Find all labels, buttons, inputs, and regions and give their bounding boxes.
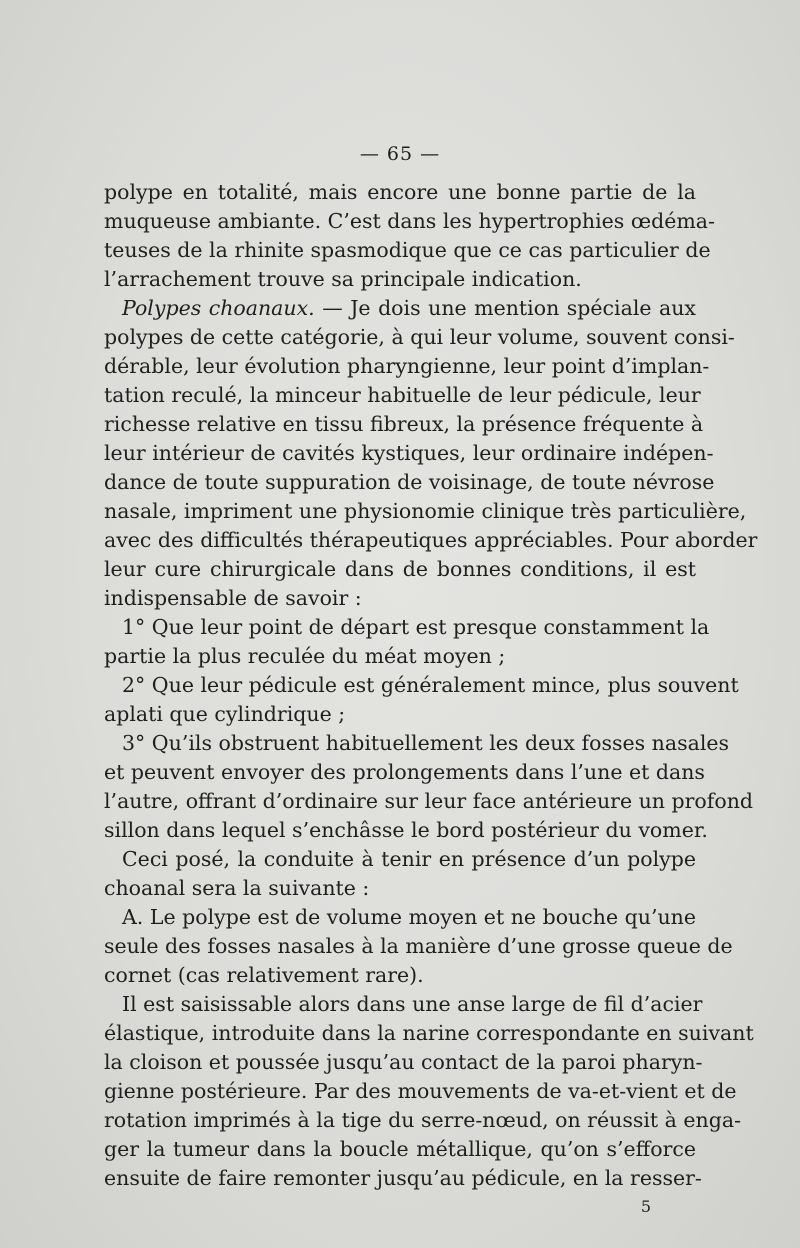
text-line: seule des fosses nasales à la manière d’une grosse queue de <box>104 934 733 958</box>
italic-heading: Polypes choanaux. <box>122 296 315 320</box>
text-line: sillon dans lequel s’enchâsse le bord postérieur du vomer. <box>104 818 708 842</box>
text-line <box>104 294 696 323</box>
text-line: nasale, impriment une physionomie clinique très particulière, <box>104 499 747 523</box>
body-text <box>104 178 758 1193</box>
page-number: — 65 — <box>359 143 441 165</box>
text-line: élastique, introduite dans la narine correspondante en suivant <box>104 1021 754 1045</box>
signature-mark: 5 <box>640 1197 651 1216</box>
text-line: cornet (cas relativement rare). <box>104 963 424 987</box>
text-line: dance de toute suppuration de voisinage, de toute névrose <box>104 470 715 494</box>
text-line: la cloison et poussée jusqu’au contact de la paroi pharyn- <box>104 1050 703 1074</box>
text-line: leur intérieur de cavités kystiques, leur ordinaire indépen- <box>104 441 714 465</box>
text-line: rotation imprimés à la tige du serre-nœud, on réussit à enga- <box>104 1108 742 1132</box>
text-line: avec des difficultés thérapeutiques appréciables. Pour aborder <box>104 528 758 552</box>
text-line: et peuvent envoyer des prolongements dans l’une et dans <box>104 760 705 784</box>
text-line: 1° Que leur point de départ est presque constamment la <box>122 615 710 639</box>
text-line: muqueuse ambiante. C’est dans les hypertrophies œdéma- <box>104 209 715 233</box>
text-line: Il est saisissable alors dans une anse large de fil d’acier <box>122 992 703 1016</box>
text-line: leur cure chirurgicale dans de bonnes conditions, il est <box>104 557 696 581</box>
line-text: — Je dois une mention spéciale aux <box>314 296 696 320</box>
text-line: 2° Que leur pédicule est généralement mince, plus souvent <box>122 673 739 697</box>
text-line: richesse relative en tissu fibreux, la présence fréquente à <box>104 412 704 436</box>
text-line: partie la plus reculée du méat moyen ; <box>104 644 506 668</box>
text-line: gienne postérieure. Par des mouvements de va-et-vient et de <box>104 1079 737 1103</box>
text-line: ger la tumeur dans la boucle métallique, qu’on s’efforce <box>104 1137 696 1161</box>
text-line: polype en totalité, mais encore une bonne partie de la <box>104 180 696 204</box>
text-line: 3° Qu’ils obstruent habituellement les deux fosses nasales <box>122 731 730 755</box>
text-line: ensuite de faire remonter jusqu’au pédicule, en la resser- <box>104 1166 702 1190</box>
text-line: polypes de cette catégorie, à qui leur volume, souvent consi- <box>104 325 735 349</box>
text-line: choanal sera la suivante : <box>104 876 370 900</box>
text-line: l’autre, offrant d’ordinaire sur leur face antérieure un profond <box>104 789 754 813</box>
text-line: teuses de la rhinite spasmodique que ce cas particulier de <box>104 238 711 262</box>
text-line: Ceci posé, la conduite à tenir en présence d’un polype <box>122 847 696 871</box>
text-line: aplati que cylindrique ; <box>104 702 346 726</box>
text-line: indispensable de savoir : <box>104 586 362 610</box>
text-line: l’arrachement trouve sa principale indication. <box>104 267 582 291</box>
text-line: A. Le polype est de volume moyen et ne bouche qu’une <box>122 905 696 929</box>
text-line: dérable, leur évolution pharyngienne, leur point d’implan- <box>104 354 710 378</box>
text-line: tation reculé, la minceur habituelle de leur pédicule, leur <box>104 383 701 407</box>
